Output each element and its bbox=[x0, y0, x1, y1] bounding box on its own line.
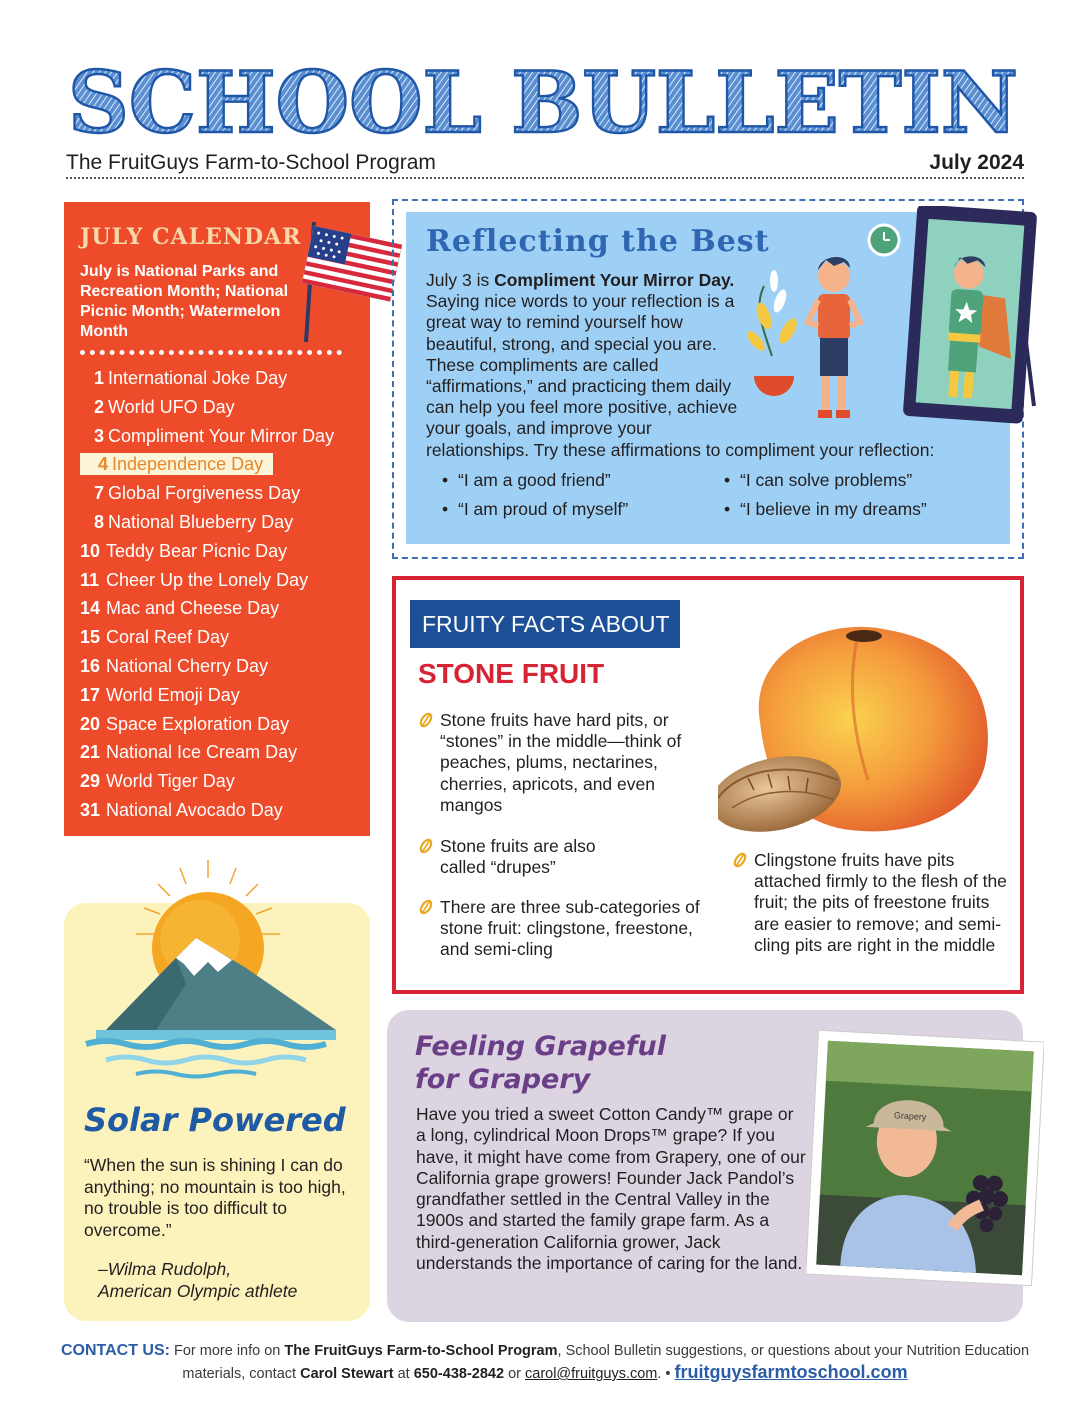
calendar-list bbox=[80, 364, 360, 825]
fact-item: Stone fruits have hard pits, or “stones” in the middle—think of peaches, plums, nectarines, cherries, apricots, and even mangos bbox=[418, 710, 698, 816]
reflect-title: Reflecting the Best bbox=[426, 224, 770, 259]
calendar-item: 14 Mac and Cheese Day bbox=[80, 598, 280, 619]
affirmation-item: • “I believe in my dreams” bbox=[724, 499, 992, 520]
cap-logo-text: Grapery bbox=[893, 1110, 927, 1123]
calendar-item: 16 National Cherry Day bbox=[80, 655, 269, 676]
mirror-boy-illustration bbox=[734, 206, 1074, 446]
calendar-item: 31 National Avocado Day bbox=[80, 799, 283, 820]
calendar-item: 8 National Blueberry Day bbox=[93, 511, 294, 532]
calendar-divider bbox=[80, 350, 342, 355]
affirmation-item: • “I am proud of myself” bbox=[442, 499, 724, 520]
calendar-item: 17 World Emoji Day bbox=[80, 684, 240, 705]
leaf-bullet-icon bbox=[418, 899, 434, 915]
issue-date: July 2024 bbox=[929, 151, 1024, 174]
calendar-item: 15 Coral Reef Day bbox=[80, 627, 230, 648]
program-name: The FruitGuys Farm-to-School Program bbox=[66, 151, 436, 174]
website-link[interactable]: fruitguysfarmtoschool.com bbox=[674, 1362, 908, 1382]
calendar-intro: July is National Parks and Recreation Month; National Picnic Month; Watermelon Month bbox=[80, 263, 289, 340]
calendar-item: 11 Cheer Up the Lonely Day bbox=[80, 569, 309, 590]
grapery-body: Have you tried a sweet Cotton Candy™ grape or a long, cylindrical Moon Drops™ grape? If you have, it might have come from Grapery, one of our California grape growers! Founder Jack Pandol’s grandfather settled in the Central Valley in the 1900s and started the family grape farm. As a third-generation California grower, Jack understands the importance of caring for the land. bbox=[416, 1104, 806, 1274]
affirmation-item: • “I can solve problems” bbox=[724, 470, 992, 491]
facts-title: STONE FRUIT bbox=[418, 658, 605, 689]
fact-item: Clingstone fruits have pits attached firmly to the flesh of the fruit; the pits of freestone fruits are easier to remove; and semi-cling pits are right in the middle bbox=[732, 850, 1012, 956]
calendar-item: 21 National Ice Cream Day bbox=[80, 742, 298, 763]
reflect-body: July 3 is Compliment Your Mirror Day. Saying nice words to your reflection is a great way to remind yourself how beautiful, strong, and special you are. These compliments are called “affirmations,” and practicing them daily can help you feel more positive, achieve your goals, and improve your bbox=[426, 270, 738, 439]
fruity-facts bbox=[392, 576, 1024, 994]
contact-label: CONTACT US: bbox=[60, 1342, 170, 1359]
email-link[interactable]: carol@fruitguys.com bbox=[525, 1366, 658, 1382]
sun-mountain-illustration bbox=[76, 854, 344, 1086]
grapery-title: Feeling Grapeful for Grapery bbox=[415, 1031, 666, 1095]
grower-photo bbox=[806, 1030, 1044, 1286]
peach-photo bbox=[718, 610, 1008, 840]
calendar-title: JULY CALENDAR bbox=[80, 224, 302, 250]
calendar-item: 3 Compliment Your Mirror Day bbox=[93, 425, 335, 446]
calendar-item: 1 International Joke Day bbox=[93, 368, 288, 388]
facts-tag: FRUITY FACTS ABOUT bbox=[410, 600, 680, 648]
affirmation-item: • “I am a good friend” bbox=[442, 470, 724, 491]
masthead-subline bbox=[66, 151, 1024, 179]
masthead-title-text: SCHOOL BULLETIN bbox=[68, 58, 1019, 138]
contact-footer: CONTACT US: For more info on The FruitGuys Farm-to-School Program, School Bulletin suggestions, or questions about your Nutrition Education materials, contact Carol Stewart at 650-438-2842 or carol@fruitguys.com. • fruitguysfarmtoschool.com bbox=[60, 1342, 1030, 1382]
calendar-item: 2 World UFO Day bbox=[93, 396, 235, 417]
masthead-title bbox=[66, 58, 1020, 138]
calendar-item: 20 Space Exploration Day bbox=[80, 713, 290, 734]
calendar-item-highlighted: 4 Independence Day bbox=[80, 450, 360, 479]
solar-attribution: –Wilma Rudolph, American Olympic athlete bbox=[98, 1259, 298, 1301]
reflect-body-continued: relationships. Try these affirmations to compliment your reflection: bbox=[426, 440, 935, 460]
leaf-bullet-icon bbox=[732, 852, 748, 868]
leaf-bullet-icon bbox=[418, 712, 434, 728]
fact-item: There are three sub-categories of stone fruit: clingstone, freestone, and semi-cling bbox=[418, 897, 708, 961]
leaf-bullet-icon bbox=[418, 838, 434, 854]
solar-quote: “When the sun is shining I can do anything; no mountain is too high, no trouble is too difficult to overcome.” bbox=[84, 1155, 346, 1240]
fact-item: Stone fruits are also called “drupes” bbox=[418, 836, 638, 878]
solar-title: Solar Powered bbox=[84, 1101, 346, 1139]
calendar-item: 7 Global Forgiveness Day bbox=[93, 483, 301, 504]
affirmation-list bbox=[442, 470, 992, 520]
calendar-item: 29 World Tiger Day bbox=[80, 771, 235, 792]
calendar-item: 10 Teddy Bear Picnic Day bbox=[80, 540, 288, 561]
